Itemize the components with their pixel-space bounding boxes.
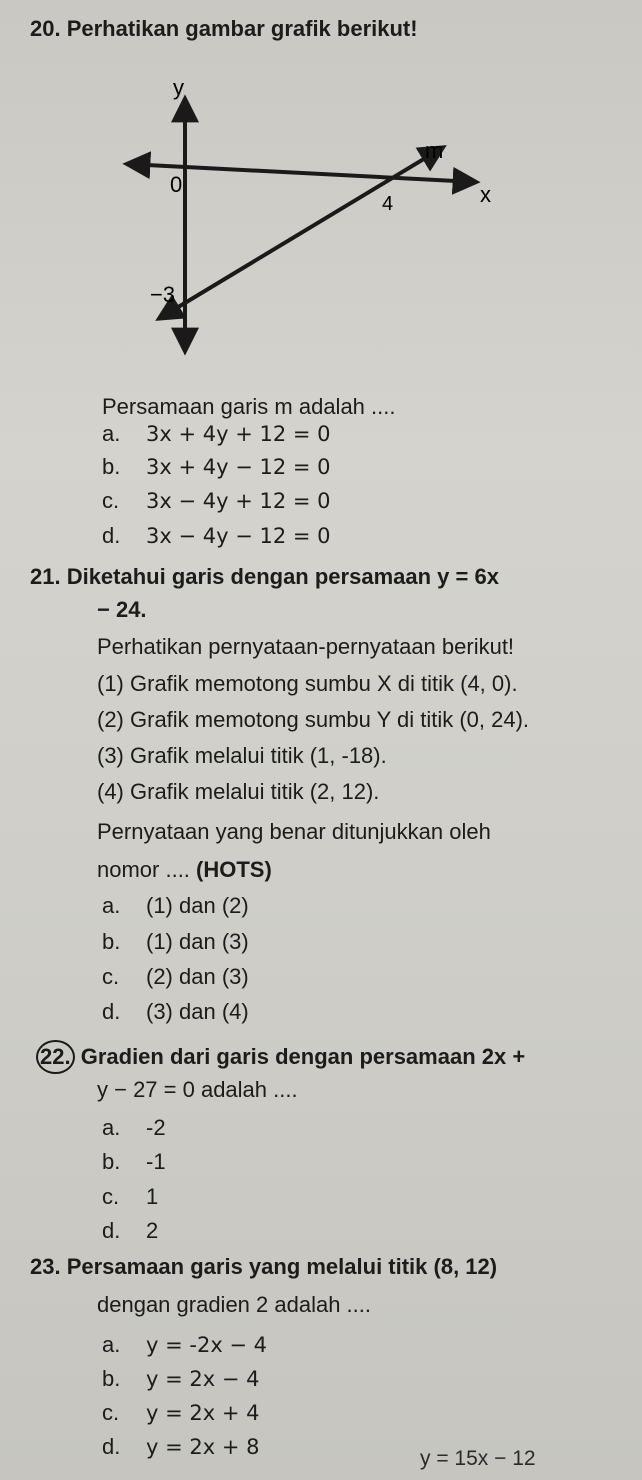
q20-title: 20. Perhatikan gambar grafik berikut! [30, 16, 418, 41]
option-letter: a. [102, 893, 121, 918]
origin-label: 0 [170, 172, 183, 197]
q22-option-a[interactable] [102, 1113, 166, 1143]
q21-title-line1: 21. Diketahui garis dengan persamaan y = 6x [30, 564, 499, 589]
q20-graph [100, 70, 520, 370]
q21-option-d[interactable] [102, 997, 249, 1027]
q23-option-d[interactable] [102, 1432, 259, 1462]
q22-title-text: Gradien dari garis dengan persamaan 2x + [80, 1044, 526, 1069]
partial-next-question-text: y = 15x − 12 [420, 1447, 536, 1470]
q23-title-line2: dengan gradien 2 adalah .... [97, 1292, 372, 1317]
option-letter: d. [102, 1434, 121, 1459]
q21-prompt-text: nomor .... [97, 857, 190, 882]
q21-intro: Perhatikan pernyataan-pernyataan berikut! [97, 634, 515, 659]
option-text: 3x + 4y + 12 = 0 [146, 422, 331, 446]
option-text: (3) dan (4) [146, 999, 249, 1024]
option-letter: b. [102, 1366, 121, 1391]
y-axis-label: y [173, 75, 184, 100]
q22-option-d[interactable] [102, 1216, 158, 1246]
option-text: (1) dan (2) [146, 893, 249, 918]
line-m-label: m [425, 138, 444, 163]
option-letter: c. [102, 1400, 120, 1425]
x-axis-label: x [480, 182, 491, 207]
q21-statement-3: (3) Grafik melalui titik (1, -18). [97, 743, 387, 768]
option-letter: a. [102, 1332, 121, 1357]
q21-option-b[interactable] [102, 927, 249, 957]
option-letter: b. [102, 454, 121, 479]
q22-number-circled: 22. [36, 1040, 75, 1074]
option-letter: b. [102, 1149, 121, 1174]
q23-option-a[interactable] [102, 1330, 267, 1360]
option-letter: a. [102, 421, 121, 446]
q20-option-b[interactable] [102, 452, 331, 482]
q20-option-d[interactable] [102, 521, 331, 551]
q22-option-b[interactable] [102, 1147, 166, 1177]
option-text: 3x − 4y + 12 = 0 [146, 489, 331, 513]
option-text: 2 [146, 1218, 159, 1243]
q22-option-c[interactable] [102, 1182, 158, 1212]
option-letter: d. [102, 1218, 121, 1243]
q21-statement-1: (1) Grafik memotong sumbu X di titik (4, 0). [97, 671, 518, 696]
q23-option-b[interactable] [102, 1364, 259, 1394]
x-intercept-label: 4 [382, 193, 394, 215]
option-text: (1) dan (3) [146, 929, 249, 954]
y-intercept-label: −3 [150, 282, 176, 307]
option-text: y = 2x + 4 [146, 1401, 260, 1425]
option-letter: c. [102, 488, 120, 513]
option-text: -1 [146, 1149, 166, 1174]
q22-title-line1 [40, 1040, 525, 1074]
q23-title-line1: 23. Persamaan garis yang melalui titik (8, 12) [30, 1254, 498, 1279]
option-letter: d. [102, 999, 121, 1024]
q21-prompt-line1: Pernyataan yang benar ditunjukkan oleh [97, 819, 491, 844]
hots-badge: (HOTS) [196, 857, 272, 882]
option-text: 3x + 4y − 12 = 0 [146, 455, 331, 479]
option-letter: c. [102, 1184, 120, 1209]
option-text: y = 2x + 8 [146, 1435, 260, 1459]
q21-prompt-line2 [97, 855, 272, 885]
option-text: y = 2x − 4 [146, 1367, 260, 1391]
q20-option-a[interactable] [102, 419, 331, 449]
q21-statement-2: (2) Grafik memotong sumbu Y di titik (0, 24). [97, 707, 530, 732]
option-text: 1 [146, 1184, 159, 1209]
q20-option-c[interactable] [102, 486, 331, 516]
q21-statement-4: (4) Grafik melalui titik (2, 12). [97, 779, 380, 804]
option-text: 3x − 4y − 12 = 0 [146, 524, 331, 548]
option-text: (2) dan (3) [146, 964, 249, 989]
option-text: -2 [146, 1115, 166, 1140]
q21-option-a[interactable] [102, 891, 249, 921]
q20-prompt: Persamaan garis m adalah .... [102, 394, 396, 419]
option-letter: c. [102, 964, 120, 989]
option-letter: b. [102, 929, 121, 954]
q21-title-line2: − 24. [97, 597, 147, 622]
q21-option-c[interactable] [102, 962, 249, 992]
q22-title-line2: y − 27 = 0 adalah .... [97, 1077, 298, 1102]
option-text: y = -2x − 4 [146, 1333, 268, 1357]
option-letter: d. [102, 523, 121, 548]
option-letter: a. [102, 1115, 121, 1140]
q23-option-c[interactable] [102, 1398, 259, 1428]
